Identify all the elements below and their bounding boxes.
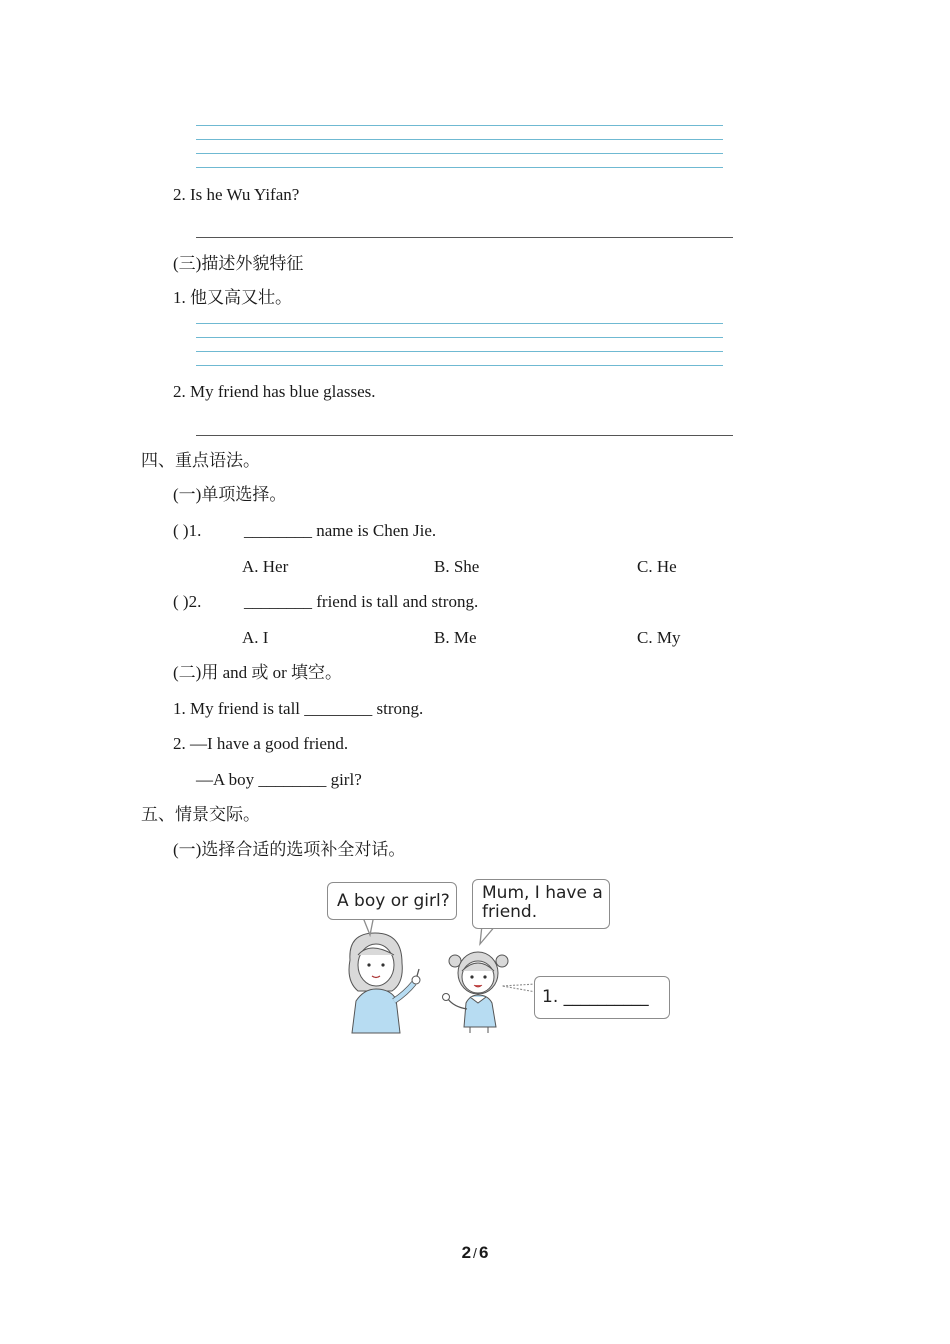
mc-q2-stem: ________ friend is tall and strong. [244,592,479,611]
mc-q1-option-a[interactable]: A. Her [242,557,289,576]
mc-q2-option-a[interactable]: A. I [242,628,269,647]
answer-bubble-tail [500,980,538,998]
fill-question-2-line-b: —A boy ________ girl? [196,770,362,789]
answer-line-3[interactable] [196,435,733,436]
girl-speech-bubble [472,879,610,929]
mother-speech-bubble [327,882,457,920]
part3-question-2: 2. My friend has blue glasses. [173,382,376,401]
mc-q1-bracket[interactable]: ( )1. [173,521,202,540]
section-4-part1-title: (一)单项选择。 [173,485,287,504]
answer-speech-bubble[interactable] [534,976,670,1019]
page-separator: / [473,1245,477,1261]
mc-q2-bracket[interactable]: ( )2. [173,592,202,611]
fill-question-1: 1. My friend is tall ________ strong. [173,699,424,718]
fill-question-2-line-a: 2. —I have a good friend. [173,734,349,753]
page-total: 6 [478,1243,489,1262]
mother-speech-text: A boy or girl? [337,891,450,911]
part3-question-1: 1. 他又高又壮。 [173,288,292,307]
writing-lines-2[interactable] [196,323,723,367]
page-current: 2 [461,1243,472,1262]
part3-title: (三)描述外貌特征 [173,254,304,273]
girl-speech-text: Mum, I have a friend. [482,883,603,922]
writing-lines-1[interactable] [196,125,723,169]
daughter-figure [443,952,509,1033]
mc-q1-stem: ________ name is Chen Jie. [244,521,437,540]
question-2-text: 2. Is he Wu Yifan? [173,185,300,204]
answer-speech-text: 1. __________ [542,987,649,1007]
mc-q1-option-b[interactable]: B. She [434,557,480,576]
mc-q2-option-b[interactable]: B. Me [434,628,477,647]
section-5-title: 五、情景交际。 [141,805,260,824]
section-4-part2-title: (二)用 and 或 or 填空。 [173,663,343,682]
section-5-part1-title: (一)选择合适的选项补全对话。 [173,840,406,859]
section-4-title: 四、重点语法。 [141,451,260,470]
mc-q2-option-c[interactable]: C. My [637,628,681,647]
answer-line-2[interactable] [196,237,733,238]
mc-q1-option-c[interactable]: C. He [637,557,677,576]
mother-figure [349,933,420,1033]
page-number [0,1243,950,1263]
